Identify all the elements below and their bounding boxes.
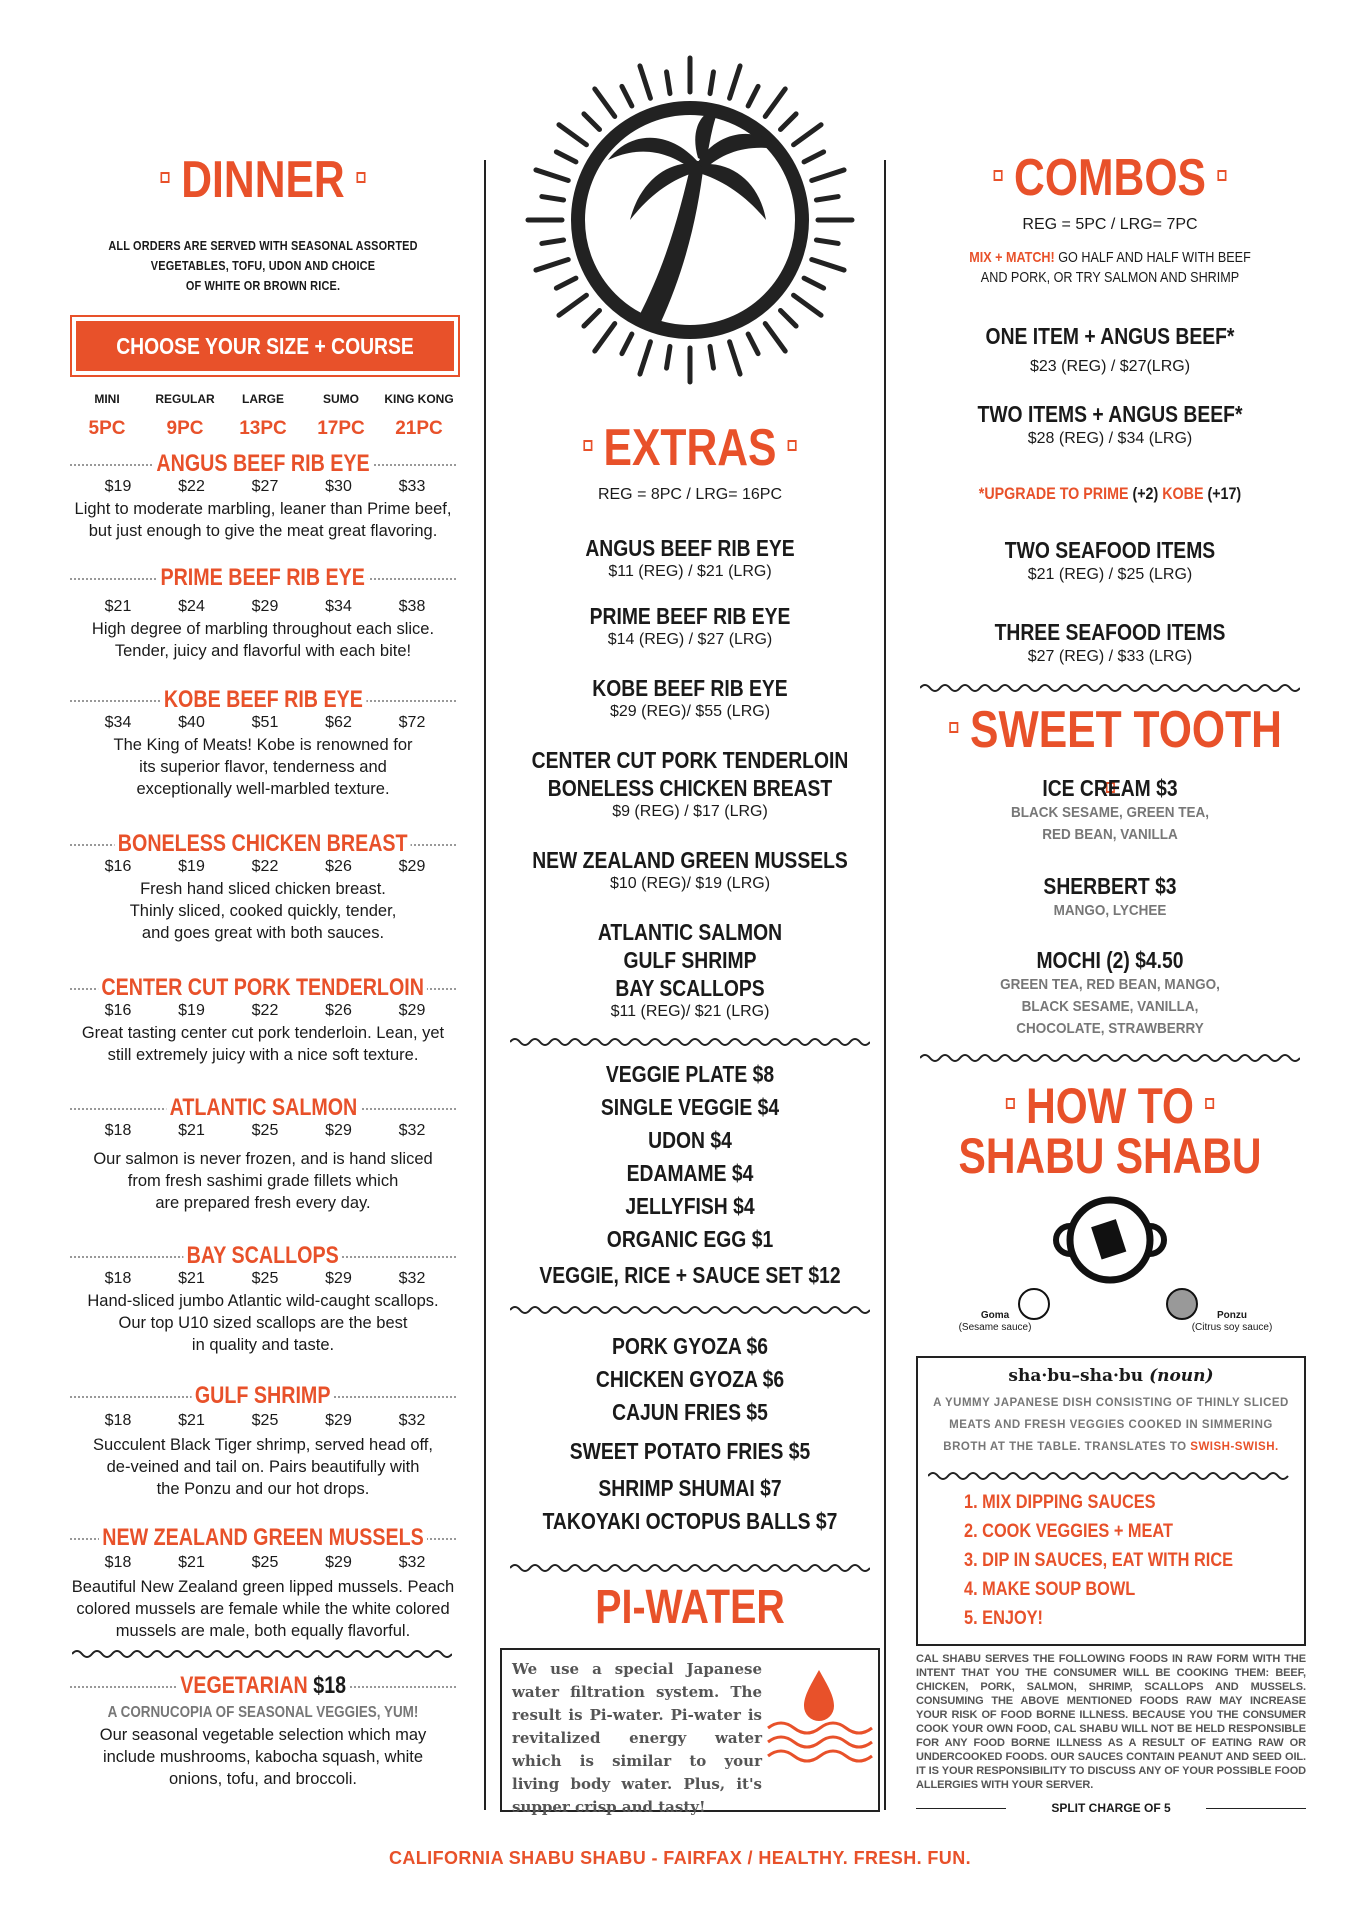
dinner-item [58,1526,468,1642]
square-bullet-icon [788,440,797,451]
sun-ray [584,114,600,130]
combos-title: COMBOS [946,148,1274,208]
size-name: MINI [94,392,120,406]
square-bullet-icon [1205,1098,1214,1109]
extras-title: EXTRAS [534,418,846,478]
list-item: SHRIMP SHUMAI $7 [598,1475,782,1501]
item-prices: $18 $21 $25 $29 $32 [104,1122,426,1139]
definition-text: A YUMMY JAPANESE DISH CONSISTING OF THINLY SLICED MEATS AND FRESH VEGGIES COOKED IN SIMMERING BROTH AT THE TABLE. TRANSLATES TO SWISH-SWISH. [933,1397,1289,1453]
sun-ray [748,334,758,354]
sun-ray [781,114,797,130]
combo-item [910,618,1310,668]
sun-ray [542,197,564,200]
sun-ray [559,125,587,145]
item-name: THREE SEAFOOD ITEMS [994,619,1226,645]
item-price: $11 (REG)/ $21 (LRG) [610,1003,770,1020]
item-description: Light to moderate marbling, leaner than Prime beef, but just enough to give the meat great flavoring. [74,500,452,540]
combo-item [910,536,1310,586]
list-item: SINGLE VEGGIE $4 [600,1094,780,1120]
item-options: CHOCOLATE, STRAWBERRY [1016,1020,1204,1037]
item-price: $28 (REG) / $34 (LRG) [1027,430,1193,447]
dessert-item [910,946,1310,1040]
piwater-text: We use a special Japanese water filtration system. The result is Pi-water. Pi-water is revitalized energy water which is similar to your living body water. Plus, it's supper crisp and tasty! [512,1660,762,1816]
item-name: TWO ITEMS + ANGUS BEEF* [977,401,1243,427]
extras-list-a [500,1058,880,1292]
sun-ray [812,260,844,271]
item-name: SHERBERT $3 [1043,873,1177,899]
step-item: 3. DIP IN SAUCES, EAT WITH RICE [964,1550,1234,1571]
extra-item [500,674,880,722]
dinner-item [58,832,468,944]
extra-item [500,534,880,582]
list-item: JELLYFISH $4 [625,1193,755,1219]
sun-ray [816,197,838,200]
item-name: KOBE BEEF RIB EYE [592,675,788,701]
sun-ray [812,170,844,181]
dinner-item [58,1096,468,1214]
item-name: MOCHI (2) $4.50 [1036,947,1184,973]
size-name: REGULAR [155,392,215,406]
item-name: ANGUS BEEF RIB EYE [585,535,795,561]
item-name: NEW ZEALAND GREEN MUSSELS [532,847,848,873]
definition-box [916,1356,1306,1646]
sun-ray [640,342,651,374]
sun-ray [622,334,632,354]
hot-pot-icon [1030,1190,1190,1290]
dinner-item [58,1384,468,1500]
sun-ray [595,89,615,117]
item-description: The King of Meats! Kobe is renowned for its superior flavor, tenderness and exceptionally well-marbled texture. [113,736,413,798]
list-item: UDON $4 [648,1127,732,1153]
item-name: BAY SCALLOPS [615,975,765,1001]
size-name: SUMO [323,392,359,406]
column-divider [484,160,486,1810]
sun-ray [765,89,785,117]
item-price: $11 (REG) / $21 (LRG) [608,563,772,580]
dinner-intro: ALL ORDERS ARE SERVED WITH SEASONAL ASSORTED VEGETABLES, TOFU, UDON AND CHOICE OF WHITE OR BROWN RICE. [108,238,418,293]
item-price: $9 (REG) / $17 (LRG) [612,803,768,820]
item-name: VEGETARIAN [180,1672,308,1699]
size-pcs: 9PC [166,418,204,439]
item-description: Beautiful New Zealand green lipped mussels. Peach colored mussels are female while the white colored mussels are male, both equally flavorful. [71,1578,455,1640]
piwater-title: PI-WATER [595,1581,785,1634]
palm-tree-logo-icon [520,50,860,390]
goma-label: Goma (Sesame sauce) [958,1310,1032,1333]
definition-word: sha·bu–sha·bu (noun) [1008,1366,1214,1386]
combos-note: REG = 5PC / LRG= 7PC [1022,216,1198,233]
footer-tagline: CALIFORNIA SHABU SHABU - FAIRFAX / HEALTHY. FRESH. FUN. [388,1848,971,1868]
wave-divider [510,1562,870,1574]
extras-column [500,0,880,1860]
sun-ray [804,278,824,288]
item-price: $21 (REG) / $25 (LRG) [1027,566,1193,583]
square-bullet-icon [994,170,1003,181]
size-name: KING KONG [384,392,454,406]
sun-ray [794,125,822,145]
step-item: 1. MIX DIPPING SAUCES [964,1492,1156,1513]
square-bullet-icon [1006,1098,1015,1109]
item-options: BLACK SESAME, VANILLA, [1021,998,1199,1015]
sun-ray [710,346,713,368]
step-item: 5. ENJOY! [964,1608,1044,1629]
list-item: PORK GYOZA $6 [611,1333,769,1359]
extra-item [500,602,880,650]
sun-ray [556,278,576,288]
item-prices: $21 $24 $29 $34 $38 [104,598,426,615]
dinner-item [58,566,468,662]
item-description: Great tasting center cut pork tenderloin. Lean, yet still extremely juicy with a nice soft texture. [81,1024,445,1064]
dessert-item [910,872,1310,922]
size-pcs: 5PC [88,418,126,439]
item-description: High degree of marbling throughout each slice. Tender, juicy and flavorful with each bite! [91,620,435,660]
square-bullet-icon [356,172,365,183]
item-name: ANGUS BEEF RIB EYE [153,452,373,476]
sun-ray [667,346,670,368]
list-item: VEGGIE, RICE + SAUCE SET $12 [539,1262,841,1288]
sun-ray [667,72,670,94]
square-bullet-icon [1217,170,1226,181]
item-options: MANGO, LYCHEE [1053,902,1167,919]
sun-ray [730,342,741,374]
sweet-tooth-title: SWEET TOOTH [930,700,1291,820]
extras-list-b [500,1330,880,1538]
wave-divider [928,1470,1294,1482]
sun-ray [730,66,741,98]
item-name: PRIME BEEF RIB EYE [589,603,791,629]
extra-item [500,918,880,1022]
sun-ray [748,86,758,106]
sun-ray [781,311,797,327]
dinner-column [58,0,468,1860]
item-name: ONE ITEM + ANGUS BEEF* [985,323,1235,349]
sun-ray [556,152,576,162]
dinner-item [58,452,468,542]
item-name: GULF SHRIMP [192,1384,334,1408]
extra-item [500,846,880,894]
dessert-item [910,774,1310,846]
size-pcs: 13PC [239,418,287,439]
square-bullet-icon [161,172,170,183]
sun-ray [765,324,785,352]
combos-column [910,0,1310,1860]
wave-divider [920,1052,1300,1064]
dinner-item [58,1244,468,1356]
choose-size-banner: CHOOSE YOUR SIZE + COURSE [70,315,460,377]
wave-divider [72,1648,452,1660]
split-charge: SPLIT CHARGE OF 5 [916,1800,1306,1816]
dinner-item [58,976,468,1066]
item-prices: $16 $19 $22 $26 $29 [104,1002,426,1019]
item-prices: $19 $22 $27 $30 $33 [104,478,426,495]
step-item: 2. COOK VEGGIES + MEAT [964,1521,1173,1542]
item-name: CENTER CUT PORK TENDERLOIN [98,976,427,1000]
list-item: CAJUN FRIES $5 [612,1399,768,1425]
list-item: TAKOYAKI OCTOPUS BALLS $7 [542,1508,838,1534]
sun-ray [804,152,824,162]
sun-ray [542,240,564,243]
item-name: ATLANTIC SALMON [597,919,783,945]
item-name: BONELESS CHICKEN BREAST [115,832,411,856]
combo-item [910,322,1310,378]
item-options: GREEN TEA, RED BEAN, MANGO, [1000,976,1220,993]
dinner-item [58,688,468,800]
square-bullet-icon [583,440,592,451]
size-table [58,392,468,440]
item-name: BONELESS CHICKEN BREAST [547,775,833,801]
how-to-title: HOW TO [946,1080,1274,1132]
sun-ray [595,324,615,352]
item-description: Succulent Black Tiger shrimp, served head off, de-veined and tail on. Pairs beautifully with the Ponzu and our hot drops. [93,1436,433,1498]
item-options: RED BEAN, VANILLA [1042,826,1178,843]
sun-ray [622,86,632,106]
wave-divider [510,1304,870,1316]
item-name: NEW ZEALAND GREEN MUSSELS [99,1526,427,1550]
piwater-box [500,1648,880,1816]
item-price: $10 (REG)/ $19 (LRG) [609,875,771,892]
size-pcs: 17PC [317,418,365,439]
list-item: EDAMAME $4 [626,1160,754,1186]
item-prices: $18 $21 $25 $29 $32 [104,1412,426,1429]
item-description: Fresh hand sliced chicken breast. Thinly sliced, cooked quickly, tender, and goes great with both sauces. [129,880,397,942]
item-name: ICE CREAM $3 [1042,775,1178,801]
steps-list [964,1488,1294,1633]
vegetarian-subtitle: A CORNUCOPIA OF SEASONAL VEGGIES, YUM! [107,1704,419,1721]
wave-divider [510,1036,870,1048]
sun-ray [640,66,651,98]
column-divider [884,160,886,1810]
sun-ray [536,170,568,181]
list-item: CHICKEN GYOZA $6 [595,1366,785,1392]
size-name: LARGE [242,392,284,406]
item-prices: $18 $21 $25 $29 $32 [104,1554,426,1571]
item-description: Our seasonal vegetable selection which may include mushrooms, kabocha squash, white onions, tofu, and broccoli. [99,1726,427,1788]
list-item: SWEET POTATO FRIES $5 [569,1438,811,1464]
item-options: BLACK SESAME, GREEN TEA, [1010,804,1210,821]
item-name: BAY SCALLOPS [184,1244,343,1268]
extra-item [500,746,880,822]
sun-ray [584,311,600,327]
item-name: ATLANTIC SALMON [166,1096,360,1120]
sun-ray [559,295,587,315]
list-item: ORGANIC EGG $1 [606,1226,774,1252]
item-price: $27 (REG) / $33 (LRG) [1027,648,1193,665]
item-name: CENTER CUT PORK TENDERLOIN [531,747,849,773]
wave-divider [920,682,1300,694]
square-bullet-icon [950,722,959,733]
sun-ray [794,295,822,315]
dinner-title: DINNER [95,150,431,210]
upgrade-note: *UPGRADE TO PRIME (+2) KOBE (+17) [978,484,1242,503]
item-description: Our salmon is never frozen, and is hand sliced from fresh sashimi grade fillets which are prepared fresh every day. [93,1150,433,1212]
item-name: PRIME BEEF RIB EYE [157,566,368,590]
vegetarian-item [58,1674,468,1790]
item-name: GULF SHRIMP [623,947,757,973]
item-prices: $18 $21 $25 $29 $32 [104,1270,426,1287]
water-drop-icon [764,1664,874,1774]
item-price: $14 (REG) / $27 (LRG) [607,631,773,648]
item-prices: $16 $19 $22 $26 $29 [104,858,426,875]
item-name: TWO SEAFOOD ITEMS [1004,537,1216,563]
item-price: $23 (REG) / $27(LRG) [1029,358,1191,375]
item-name: KOBE BEEF RIB EYE [160,688,366,712]
ponzu-label: Ponzu (Citrus soy sauce) [1191,1310,1273,1333]
sun-ray [816,240,838,243]
size-pcs: 21PC [395,418,443,439]
sun-ray [536,260,568,271]
step-item: 4. MAKE SOUP BOWL [964,1579,1136,1600]
item-description: Hand-sliced jumbo Atlantic wild-caught scallops. Our top U10 sized scallops are the best in quality and taste. [87,1292,439,1354]
mix-match-note: MIX + MATCH! GO HALF AND HALF WITH BEEF AND PORK, OR TRY SALMON AND SHRIMP [969,249,1251,286]
combo-item [910,400,1310,450]
raw-food-disclaimer: CAL SHABU SERVES THE FOLLOWING FOODS IN RAW FORM WITH THE INTENT THAT YOU THE CONSUMER WILL BE COOKING THEM: BEEF, CHICKEN, PORK, SALMON, SHRIMP, SCALLOPS AND MUSSELS. CONSUMING THE ABOVE MENTIONED FOODS RAW MAY INCREASE YOUR RISK OF FOOD BORNE ILLNESS. BECAUSE YOU THE CONSUMER COOK YOUR OWN FOOD, CAL SHABU WILL NOT BE HELD RESPONSIBLE FOR ANY FOOD BORNE ILLNESS AS A RESULT OF EATING RAW OR UNDERCOOKED FOODS. OUR SAUCES CONTAIN PEANUT AND SEED OIL. IT IS YOUR RESPONSIBILITY TO DISCUSS ANY OF YOUR POSSIBLE FOOD ALLERGIES WITH YOUR SERVER. [916,1653,1306,1791]
extras-note: REG = 8PC / LRG= 16PC [597,486,783,503]
list-item: VEGGIE PLATE $8 [605,1061,775,1087]
item-price: $18 [313,1672,346,1699]
item-price: $29 (REG)/ $55 (LRG) [609,703,771,720]
item-prices: $34 $40 $51 $62 $72 [104,714,426,731]
how-to-title-line2: SHABU SHABU [958,1128,1262,1184]
sun-ray [710,72,713,94]
